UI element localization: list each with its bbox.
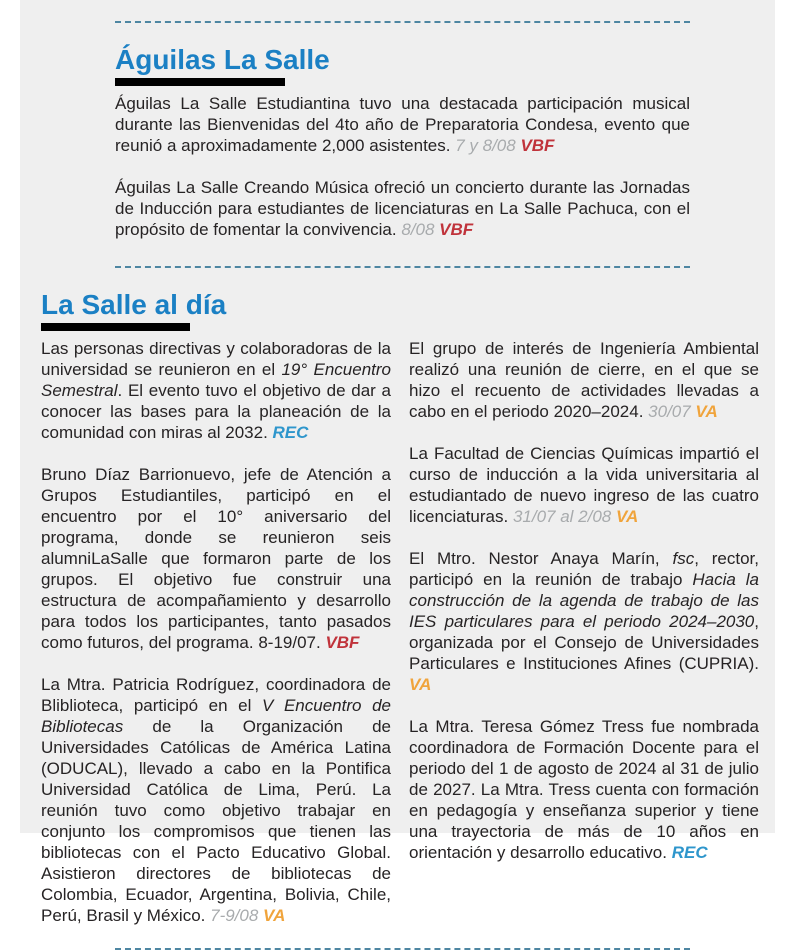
item-text: Águilas La Salle Creando Música ofreció un concierto durante las Jornadas de Inducción para estudiantes de licenciaturas en La Salle Pachuca, con el propósito de fomentar la convivencia. [115, 178, 690, 239]
item-text: El grupo de interés de Ingeniería Ambiental realizó una reunión de cierre, en el que se hizo el recuento de actividades llevadas a cabo en el periodo 2020–2024. [409, 339, 759, 421]
item-text: La Mtra. Teresa Gómez Tress fue nombrada coordinadora de Formación Docente para el periodo del 1 de agosto de 2024 al 31 de julio de 2027. La Mtra. Tress cuenta con formación en pedagogía y enseñanza superior y tiene una trayectoria de más de 10 años en orientación y desarrollo educativo. [409, 717, 759, 862]
title-underline-bar [115, 78, 285, 86]
item-text: La Facultad de Ciencias Químicas impartió el curso de inducción a la vida universitaria al estudiantado de nuevo ingreso de las cuatro licenciaturas. [409, 444, 759, 526]
item-date: 30/07 [648, 402, 696, 421]
section-aguilas-la-salle [115, 45, 690, 240]
section-body [115, 93, 690, 240]
news-item [41, 674, 391, 926]
dashed-divider-middle [115, 266, 690, 268]
item-text: , rector, participó en la reunión de trabajo [409, 549, 760, 589]
newsletter-page [20, 0, 775, 925]
item-credit: VA [409, 675, 432, 694]
news-item [409, 548, 759, 695]
news-item [115, 93, 690, 156]
item-date: 7-9/08 [210, 906, 264, 925]
item-credit: REC [272, 423, 309, 442]
news-item [409, 443, 759, 527]
item-date: 31/07 al 2/08 [512, 507, 616, 526]
item-credit: VBF [325, 633, 360, 652]
news-item [41, 464, 391, 653]
news-item [409, 716, 759, 863]
item-credit: VBF [520, 136, 555, 155]
item-text: , organizada por el Consejo de Universidades Particulares e Instituciones Afines (CUPRIA). [409, 612, 759, 673]
item-text: fsc [672, 549, 695, 568]
item-text: La Mtra. Patricia Rodríguez, coordinadora de Bliblioteca, participó en el [41, 675, 391, 715]
title-underline-bar [41, 323, 190, 331]
item-text: Las personas directivas y colaboradoras de la universidad se reunieron en el [41, 339, 391, 379]
text-column [409, 338, 759, 926]
section-title-aguilas: Águilas La Salle [115, 44, 330, 75]
section-la-salle-al-dia [41, 290, 759, 926]
item-text: Bruno Díaz Barrionuevo, jefe de Atención a Grupos Estudiantiles, participó en el encuentro por el 10° aniversario del programa, donde se reunieron seis alumniLaSalle que formaron parte de los grupos. El objetivo fue construir una estructura de acompañamiento y desarrollo para todos los participantes, tanto pasados como futuros, del programa. 8-19/07. [41, 465, 391, 652]
item-text: V Encuentro de Bibliotecas [41, 696, 391, 736]
item-credit: VA [695, 402, 718, 421]
item-date: 8/08 [401, 220, 440, 239]
item-text: Hacia la construcción de la agenda de trabajo de las IES particulares para el periodo 2024–2030 [409, 570, 760, 631]
item-credit: REC [671, 843, 708, 862]
item-date: 7 y 8/08 [455, 136, 521, 155]
section-body [41, 338, 759, 926]
item-text: 19° Encuentro Semestral [41, 360, 391, 400]
news-item [115, 177, 690, 240]
section-title-la-salle-al-dia: La Salle al día [41, 289, 227, 320]
item-text: de la Organización de Universidades Católicas de América Latina (ODUCAL), llevado a cabo en la Pontifica Universidad Católica de Lima, Perú. La reunión tuvo como objetivo trabajar en conjunto los compromisos que tienen las bibliotecas con el Pacto Educativo Global. Asistieron directores de bibliotecas de Colombia, Ecuador, Argentina, Bolivia, Chile, Perú, Brasil y México. [41, 717, 391, 925]
item-text: El Mtro. Nestor Anaya Marín, [409, 549, 673, 568]
item-credit: VBF [439, 220, 474, 239]
news-item [41, 338, 391, 443]
text-column [115, 93, 690, 240]
dashed-divider-top [115, 21, 690, 23]
item-text: Águilas La Salle Estudiantina tuvo una destacada participación musical durante las Bienvenidas del 4to año de Preparatoria Condesa, evento que reunió a aproximadamente 2,000 asistentes. [115, 94, 690, 155]
item-text: . El evento tuvo el objetivo de dar a conocer las bases para la planeación de la comunidad con miras al 2032. [41, 381, 391, 442]
item-credit: VA [615, 507, 639, 526]
news-item [409, 338, 759, 422]
text-column [41, 338, 391, 926]
item-credit: VA [263, 906, 286, 925]
